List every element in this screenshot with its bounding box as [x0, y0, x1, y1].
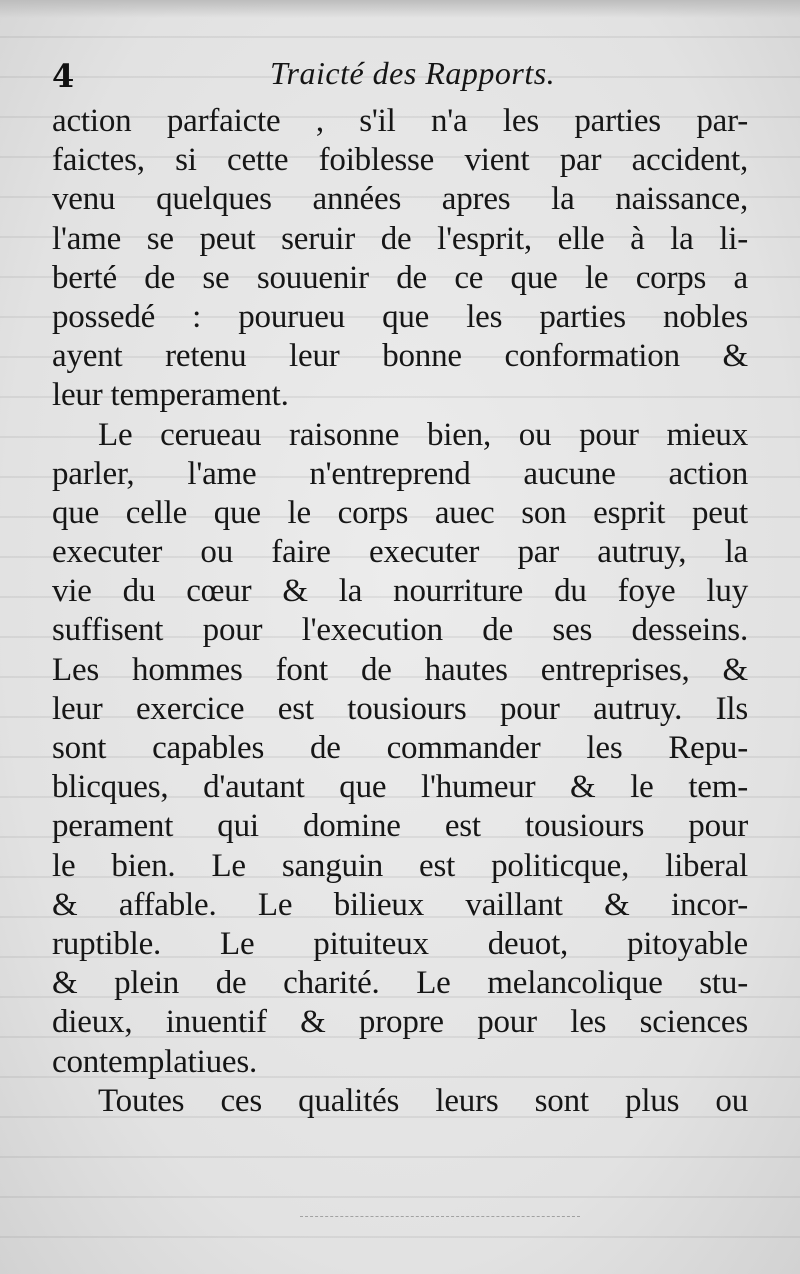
bottom-rule [300, 1216, 580, 1217]
running-head: Traicté des Rapports. [270, 55, 556, 91]
text-line: leur temperament. [52, 377, 289, 414]
text-line: action parfaicte , s'il n'a les parties par- [52, 103, 748, 139]
text-line: ayent retenu leur bonne conformation & [52, 338, 748, 375]
body-text [52, 102, 748, 1121]
text-line: ruptible. Le pituiteux deuot, pitoyable [52, 925, 748, 962]
paragraph-start-line: Le cerueau raisonne bien, ou pour mieux [98, 416, 748, 453]
page-number: 4 [52, 57, 75, 95]
paragraph-start-line: Toutes ces qualités leurs sont plus ou [98, 1082, 748, 1119]
text-line: l'ame se peut seruir de l'esprit, elle à la li- [52, 220, 748, 257]
text-line: venu quelques années apres la naissance, [52, 181, 748, 218]
text-line: leur exercice est tousiours pour autruy. Ils [52, 690, 748, 727]
text-line: contemplatiues. [52, 1043, 258, 1080]
text-line: suffisent pour l'execution de ses desseins. [52, 612, 748, 649]
text-line: executer ou faire executer par autruy, la [52, 534, 748, 571]
text-line: le bien. Le sanguin est politicque, liberal [52, 847, 748, 884]
text-line: & plein de charité. Le melancolique stu- [52, 965, 748, 1002]
text-line: vie du cœur & la nourriture du foye luy [52, 573, 748, 610]
text-line: dieux, inuentif & propre pour les sciences [52, 1004, 748, 1041]
text-line: sont capables de commander les Repu- [52, 730, 748, 766]
text-line: Les hommes font de hautes entreprises, & [52, 651, 748, 688]
text-line: berté de se souuenir de ce que le corps a [52, 259, 748, 296]
text-line: possedé : pourueu que les parties nobles [52, 298, 748, 335]
text-line: perament qui domine est tousiours pour [52, 808, 748, 845]
text-line: & affable. Le bilieux vaillant & incor- [52, 886, 748, 923]
text-line: parler, l'ame n'entreprend aucune action [52, 455, 748, 492]
text-line: blicques, d'autant que l'humeur & le tem- [52, 769, 748, 806]
page-top-edge [0, 0, 800, 18]
text-line: faictes, si cette foiblesse vient par accident, [52, 142, 748, 179]
text-line: que celle que le corps auec son esprit peut [52, 494, 748, 531]
